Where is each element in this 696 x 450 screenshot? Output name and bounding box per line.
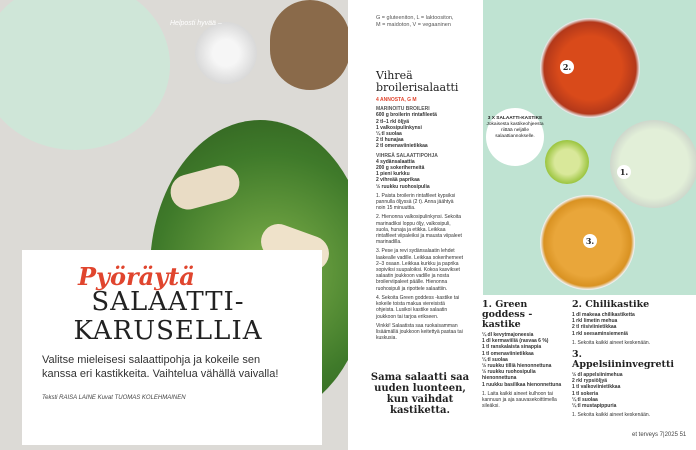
lede: Valitse mieleisesi salaattipohja ja kokeile sen kanssa eri kastikkeita. Vaihtelua vähällä vaivalla! [42, 354, 279, 380]
recipe-title [376, 70, 458, 94]
dressing-title: 1. Green goddess -kastike [482, 299, 533, 330]
kicker: Pyöräytä [78, 262, 195, 291]
ingredient: 1 tl sokeria [572, 390, 599, 397]
ingredient: 2 tl hunajaa [376, 137, 404, 144]
headline [38, 288, 298, 346]
bread-image [270, 0, 348, 90]
ingredient: ½ dl appelsiinimehua [572, 372, 623, 379]
ingredient: 1 tl omenaviinietikkaa [482, 350, 534, 357]
recipe-tip: Vinkki! Salaatista saa ruokaisamman lisäämällä joukkoon keitettyä pastaa tai kuskusia. [376, 322, 463, 342]
ingredient: 1 rkl limetin mehua [572, 318, 618, 325]
diet-legend [376, 15, 486, 29]
recipe-step: 4. Sekoita Green goddess -kastike tai kokeile toista makua viereisistä ohjeista. Lusikoi kastike salaatin joukkoon tai tarjoa erikseen. [376, 294, 460, 320]
bowl-number: 2. [560, 60, 574, 74]
dressing-step: 1. Sekoita kaikki aineet keskenään. [572, 412, 651, 419]
ingredient: 200 g sokeriherneitä [376, 165, 425, 172]
photo-caption: Helposti hyvää – [170, 20, 222, 27]
servings: 4 ANNOSTA, G M [376, 97, 417, 103]
lime-image [545, 140, 589, 184]
ingredient: 1 pieni kurkku [376, 171, 410, 178]
plate-image [0, 0, 170, 150]
base-heading: VIHREÄ SALAATTIPOHJA [376, 152, 438, 159]
byline: Teksti RAISA LAINE Kuvat TUOMAS KOLEHMAINEN [42, 395, 186, 401]
ingredient: ¼ tl mustapippuria [572, 403, 617, 410]
recipe-title-line: broilerisalaatti [376, 81, 459, 94]
dressing-1 [482, 300, 564, 409]
ingredient: 2 tl riisiviinietikkaa [572, 324, 617, 331]
ingredient: 1 rkl seesaminsiemeniä [572, 330, 628, 337]
page-footer: et terveys 7|2025 51 [632, 432, 687, 438]
dressing-callout [486, 108, 544, 166]
water-glass-image [195, 22, 257, 84]
bowl-number: 1. [617, 165, 631, 179]
headline-line: KARUSELLIA [73, 316, 263, 346]
ingredient: 4 sydänsalaattia [376, 158, 415, 165]
legend-line: G = gluteeniton, L = laktoositon, [376, 15, 454, 21]
callout-text: Jokaisesta kastikeohjeesta riittää neljälle salaattiannokselle. [486, 122, 544, 139]
recipe-body [376, 94, 464, 341]
recipe-step: 2. Hienonna valkosipulinkynsi. Sekoita marinadiksi loppu öljy, valkosipuli, suola, hunaja ja etikka. Leikkaa rintafileet viipaleiksi ja mausta viipaleet marinadilla. [376, 214, 462, 246]
ingredient: ¼ tl suolaa [572, 396, 598, 403]
chili-dressing-bowl-image [540, 18, 640, 118]
dressing-step: 1. Sekoita kaikki aineet keskenään. [572, 339, 651, 346]
ingredient: 600 g broilerin rintafileetä [376, 112, 437, 119]
marinated-heading: MARINOITU BROILERI [376, 106, 430, 113]
dressings-2-3 [572, 300, 672, 418]
dressing-title: 2. Chilikastike [572, 299, 650, 310]
ingredient: ½ ruukku tilliä hienonnettuna [482, 363, 552, 370]
ingredient: 2 tl–1 rkl öljyä [376, 118, 410, 125]
green-dressing-bowl-image [610, 120, 696, 208]
ingredient: ¼ tl suolaa [482, 356, 508, 363]
ingredient: ¼ dl kevytmajoneesia [482, 332, 534, 338]
recipe-title-line: Vihreä [376, 69, 413, 82]
ingredient: 1 tl valkoviinietikkaa [572, 384, 621, 391]
ingredient: ¼ tl suolaa [376, 131, 402, 138]
pull-quote: Sama salaatti saa uuden luonteen, kun vaihdat kastiketta. [370, 372, 470, 416]
recipe-step: 3. Pese ja revi sydänsalaatin lehdet laakealle vadille. Leikkaa sokeriherneet 2–3 osaan. Leikkaa kurkku ja paprika sopiviksi suupaloiksi. Kokoa kasvikset salaatin joukkoon vadille ja nosta broilerviipaleet päälle. Hienonna ruohosipuli ja ripottele salaattiin. [376, 248, 463, 292]
dressing-title: 3. Appelsiininvegretti [572, 349, 674, 371]
recipe-step: 1. Paista broilerin rintafileet kypsiksi pannulla öljyssä (2 t). Anna jäähtyä noin 15 minuuttia. [376, 192, 456, 212]
ingredient: 1 valkosipulinkynsi [376, 124, 422, 131]
ingredient: 1 tl ranskalaista sinappia [482, 344, 542, 351]
headline-line: SALAATTI- [91, 287, 245, 317]
bowl-number: 3. [583, 234, 597, 248]
dressing-step: 1. Laita kaikki aineet kulhoon tai kannuun ja aja sauvasekoittimella sileäksi. [482, 390, 557, 410]
callout-title: 3 X SALAATTI-KASTIKE [487, 116, 543, 121]
ingredient: 2 vihreää paprikaa [376, 177, 420, 184]
legend-line: M = maidoton, V = vegaaninen [376, 22, 451, 28]
ingredient: 1 dl makeaa chilikastiketta [572, 312, 635, 318]
ingredient: ½ ruukku ruohosipulia hienonnettuna [482, 369, 536, 382]
ingredient: 2 tl omenaviinietikkaa [376, 143, 428, 150]
ingredient: 1 ruukku basilikaa hienonnettuna [482, 381, 562, 388]
ingredient: ½ ruukku ruohosipulia [376, 183, 430, 190]
ingredient: 1 dl kermaviiliä (rasvaa 6 %) [482, 338, 549, 345]
ingredient: 2 rkl rypsiöljyä [572, 378, 608, 385]
